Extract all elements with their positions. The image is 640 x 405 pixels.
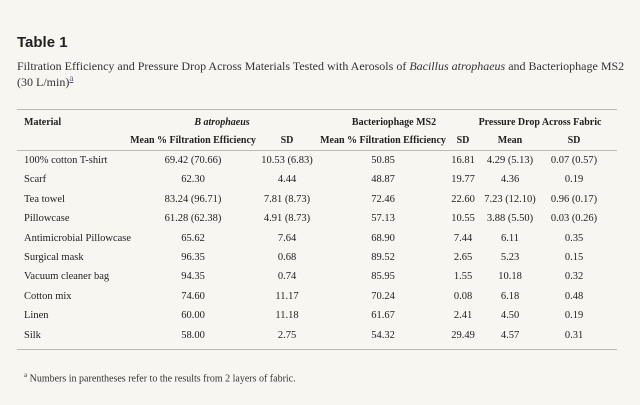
table-caption	[17, 58, 629, 90]
cell-material: Cotton mix	[24, 291, 72, 302]
cell-b-sd: 0.68	[277, 252, 297, 263]
cell-b-mean: 60.00	[181, 310, 205, 321]
cell-b-mean: 62.30	[181, 174, 205, 185]
footnote-marker: a	[24, 371, 28, 379]
cell-material: Antimicrobial Pillowcase	[24, 233, 132, 244]
cell-p-mean: 4.50	[500, 310, 520, 321]
header-material: Material	[24, 117, 62, 128]
cell-material: Vacuum cleaner bag	[24, 271, 110, 282]
cell-b-sd: 2.75	[277, 330, 297, 341]
subheader-pressure-sd: SD	[567, 135, 581, 146]
cell-p-mean: 7.23 (12.10)	[484, 194, 536, 205]
cell-ms2-mean: 48.87	[371, 174, 395, 185]
cell-b-sd: 0.74	[277, 271, 297, 282]
cell-ms2-sd: 7.44	[453, 233, 473, 244]
cell-p-sd: 0.31	[564, 330, 584, 341]
cell-material: Surgical mask	[24, 252, 84, 263]
cell-ms2-mean: 72.46	[371, 194, 395, 205]
cell-p-sd: 0.19	[564, 174, 584, 185]
cell-p-mean: 10.18	[498, 271, 522, 282]
cell-b-mean: 65.62	[181, 233, 205, 244]
cell-ms2-mean: 57.13	[371, 213, 395, 224]
cell-ms2-sd: 22.60	[451, 194, 475, 205]
cell-p-sd: 0.32	[564, 271, 584, 282]
cell-b-sd: 4.44	[277, 174, 297, 185]
table-bottom-rule	[17, 349, 617, 350]
table-top-rule	[17, 109, 617, 110]
cell-material: 100% cotton T-shirt	[24, 155, 108, 166]
cell-ms2-sd: 2.65	[453, 252, 473, 263]
caption-text-before: Filtration Efficiency and Pressure Drop Across Materials Tested with Aerosols of	[17, 59, 410, 73]
cell-ms2-mean: 68.90	[371, 233, 395, 244]
cell-b-sd: 4.91 (8.73)	[263, 213, 311, 224]
cell-ms2-mean: 85.95	[371, 271, 395, 282]
cell-b-sd: 7.81 (8.73)	[263, 194, 311, 205]
header-pressure-drop: Pressure Drop Across Fabric	[478, 117, 602, 128]
cell-ms2-sd: 19.77	[451, 174, 475, 185]
table-heading: Table 1	[17, 34, 68, 51]
cell-ms2-sd: 0.08	[453, 291, 473, 302]
table-footnote	[24, 371, 296, 384]
cell-ms2-mean: 54.32	[371, 330, 395, 341]
footnote-reference-link[interactable]: a	[69, 73, 74, 83]
cell-p-sd: 0.35	[564, 233, 584, 244]
cell-b-mean: 96.35	[181, 252, 205, 263]
cell-p-mean: 6.18	[500, 291, 520, 302]
cell-ms2-mean: 89.52	[371, 252, 395, 263]
cell-material: Scarf	[24, 174, 47, 185]
cell-p-sd: 0.19	[564, 310, 584, 321]
subheader-ms2-sd: SD	[456, 135, 470, 146]
cell-p-sd: 0.03 (0.26)	[550, 213, 598, 224]
cell-material: Pillowcase	[24, 213, 70, 224]
cell-b-mean: 94.35	[181, 271, 205, 282]
cell-p-mean: 3.88 (5.50)	[486, 213, 534, 224]
cell-p-mean: 6.11	[501, 233, 519, 244]
cell-b-sd: 7.64	[277, 233, 297, 244]
cell-p-mean: 4.57	[500, 330, 520, 341]
cell-b-mean: 58.00	[181, 330, 205, 341]
cell-b-sd: 11.17	[275, 291, 299, 302]
cell-material: Linen	[24, 310, 49, 321]
cell-b-mean: 61.28 (62.38)	[164, 213, 222, 224]
cell-ms2-sd: 29.49	[451, 330, 475, 341]
cell-ms2-mean: 50.85	[371, 155, 395, 166]
cell-b-sd: 11.18	[275, 310, 299, 321]
cell-ms2-sd: 2.41	[453, 310, 473, 321]
header-bacteriophage-ms2: Bacteriophage MS2	[351, 117, 437, 128]
cell-ms2-mean: 61.67	[371, 310, 395, 321]
subheader-ms2-mean: Mean % Filtration Efficiency	[320, 135, 446, 146]
cell-ms2-sd: 16.81	[451, 155, 475, 166]
cell-material: Silk	[24, 330, 41, 341]
cell-b-mean: 74.60	[181, 291, 205, 302]
cell-p-sd: 0.07 (0.57)	[550, 155, 598, 166]
cell-p-sd: 0.96 (0.17)	[550, 194, 598, 205]
footnote-text: Numbers in parentheses refer to the results from 2 layers of fabric.	[29, 373, 296, 385]
cell-ms2-mean: 70.24	[371, 291, 395, 302]
table-header-rule	[17, 150, 617, 151]
cell-p-mean: 4.29 (5.13)	[486, 155, 534, 166]
cell-p-sd: 0.48	[564, 291, 584, 302]
header-b-atrophaeus: B atrophaeus	[194, 117, 250, 128]
caption-organism: Bacillus atrophaeus	[409, 59, 506, 73]
subheader-b-mean: Mean % Filtration Efficiency	[130, 135, 256, 146]
cell-b-mean: 83.24 (96.71)	[164, 194, 222, 205]
cell-ms2-sd: 1.55	[453, 271, 473, 282]
cell-ms2-sd: 10.55	[451, 213, 475, 224]
cell-b-mean: 69.42 (70.66)	[164, 155, 222, 166]
cell-b-sd: 10.53 (6.83)	[261, 155, 313, 166]
cell-material: Tea towel	[24, 194, 65, 205]
caption-text-after: and Bacteriophage MS2 (30 L/min)	[17, 59, 625, 89]
cell-p-mean: 4.36	[500, 174, 520, 185]
cell-p-mean: 5.23	[500, 252, 520, 263]
subheader-b-sd: SD	[280, 135, 294, 146]
subheader-pressure-mean: Mean	[497, 135, 523, 146]
cell-p-sd: 0.15	[564, 252, 584, 263]
